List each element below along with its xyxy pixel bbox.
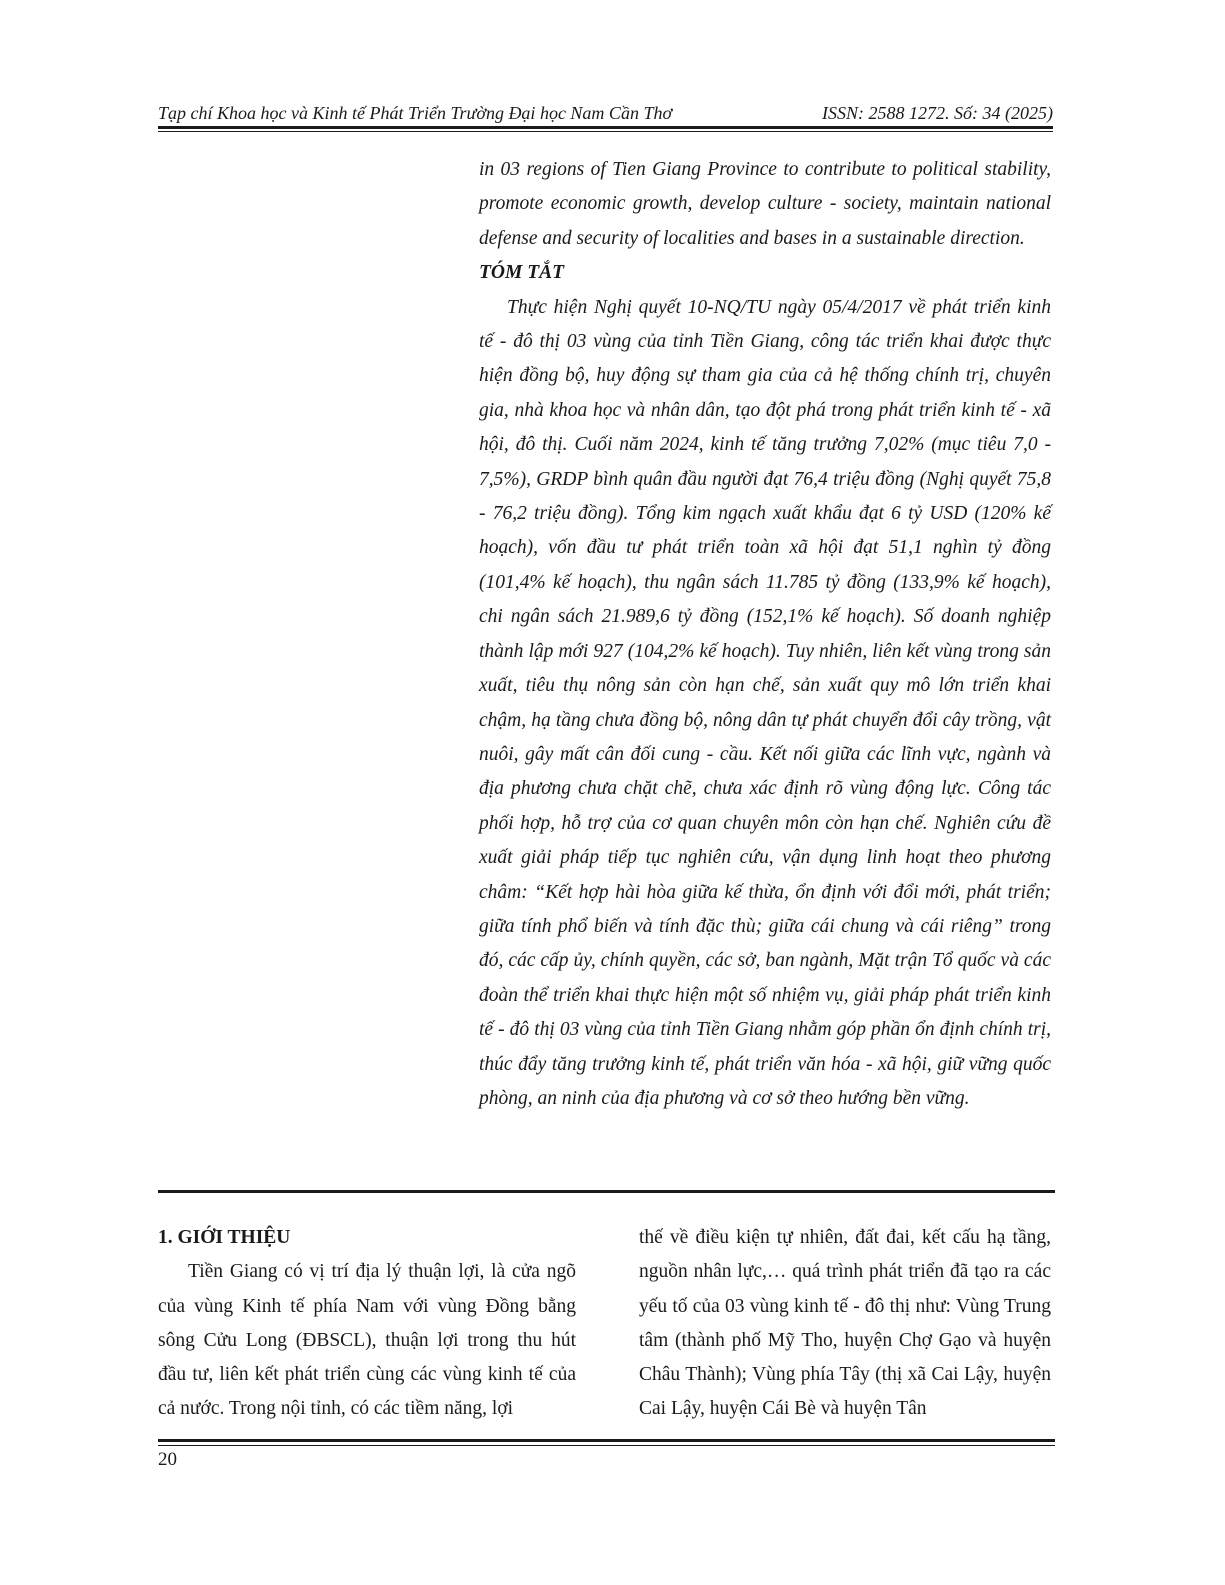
summary-heading: TÓM TẮT — [479, 262, 565, 284]
intro-heading: 1. GIỚI THIỆU — [158, 1227, 291, 1248]
footer-rule — [158, 1439, 1055, 1442]
page-number: 20 — [158, 1449, 177, 1470]
summary-body: Thực hiện Nghị quyết 10-NQ/TU ngày 05/4/2017 về phát triển kinh tế - đô thị 03 vùng của tỉnh Tiền Giang, công tác triển khai được thực hiện đồng bộ, huy động sự tham gia của cả hệ thống chính trị, chuyên gia, nhà khoa học và nhân dân, tạo đột phá trong phát triển kinh tế - xã hội, đô thị. Cuối năm 2024, kinh tế tăng trưởng 7,02% (mục tiêu 7,0 - 7,5%), GRDP bình quân đầu người đạt 76,4 triệu đồng (Nghị quyết 75,8 - 76,2 triệu đồng). Tổng kim ngạch xuất khẩu đạt 6 tỷ USD (120% kế hoạch), vốn đầu tư phát triển toàn xã hội đạt 51,1 nghìn tỷ đồng (101,4% kế hoạch), thu ngân sách 11.785 tỷ đồng (133,9% kế hoạch), chi ngân sách 21.989,6 tỷ đồng (152,1% kế hoạch). Số doanh nghiệp thành lập mới 927 (104,2% kế hoạch). Tuy nhiên, liên kết vùng trong sản xuất, tiêu thụ nông sản còn hạn chế, sản xuất quy mô lớn triển khai chậm, hạ tầng chưa đồng bộ, nông dân tự phát chuyển đổi cây trồng, vật nuôi, gây mất cân đối cung - cầu. Kết nối giữa các lĩnh vực, ngành và địa phương chưa chặt chẽ, chưa xác định rõ vùng động lực. Công tác phối hợp, hỗ trợ của cơ quan chuyên môn còn hạn chế. Nghiên cứu đề xuất giải pháp tiếp tục nghiên cứu, vận dụng linh hoạt theo phương châm: “Kết hợp hài hòa giữa kế thừa, ổn định với đổi mới, phát triển; giữa tính phổ biến và tính đặc thù; giữa cái chung và cái riêng” trong đó, các cấp ủy, chính quyền, các sở, ban ngành, Mặt trận Tổ quốc và các đoàn thể triển khai thực hiện một số nhiệm vụ, giải pháp phát triển kinh tế - đô thị 03 vùng của tỉnh Tiền Giang nhằm góp phần ổn định chính trị, thúc đẩy tăng trưởng kinh tế, phát triển văn hóa - xã hội, giữ vững quốc phòng, an ninh của địa phương và cơ sở theo hướng bền vững. — [479, 296, 1051, 1109]
header-rule-thin — [158, 131, 1053, 132]
intro-left-column — [158, 1221, 576, 1427]
intro-right-text: thế về điều kiện tự nhiên, đất đai, kết cấu hạ tầng, nguồn nhân lực,… quá trình phát triển đã tạo ra các yếu tố của 03 vùng kinh tế - đô thị như: Vùng Trung tâm (thành phố Mỹ Tho, huyện Chợ Gạo và huyện Châu Thành); Vùng phía Tây (thị xã Cai Lậy, huyện Cai Lậy, huyện Cái Bè và huyện Tân — [639, 1227, 1051, 1420]
header-rule — [158, 126, 1053, 129]
issn-issue: ISSN: 2588 1272. Số: 34 (2025) — [822, 103, 1053, 123]
footer-rule-thin — [158, 1445, 1055, 1446]
journal-title: Tạp chí Khoa học và Kinh tế Phát Triển Trường Đại học Nam Cần Thơ — [158, 103, 673, 123]
running-header — [158, 100, 1053, 126]
section-divider — [158, 1190, 1055, 1193]
intro-right-column — [639, 1221, 1051, 1427]
intro-left-text: Tiền Giang có vị trí địa lý thuận lợi, là cửa ngõ của vùng Kinh tế phía Nam với vùng Đồng bằng sông Cửu Long (ĐBSCL), thuận lợi trong thu hút đầu tư, liên kết phát triển cùng các vùng kinh tế của cả nước. Trong nội tỉnh, có các tiềm năng, lợi — [158, 1261, 576, 1420]
abstract-column — [479, 153, 1051, 1116]
english-abstract-tail: in 03 regions of Tien Giang Province to contribute to political stability, promote economic growth, develop culture - society, maintain national defense and security of localities and bases in a sustainable direction. — [479, 159, 1051, 249]
